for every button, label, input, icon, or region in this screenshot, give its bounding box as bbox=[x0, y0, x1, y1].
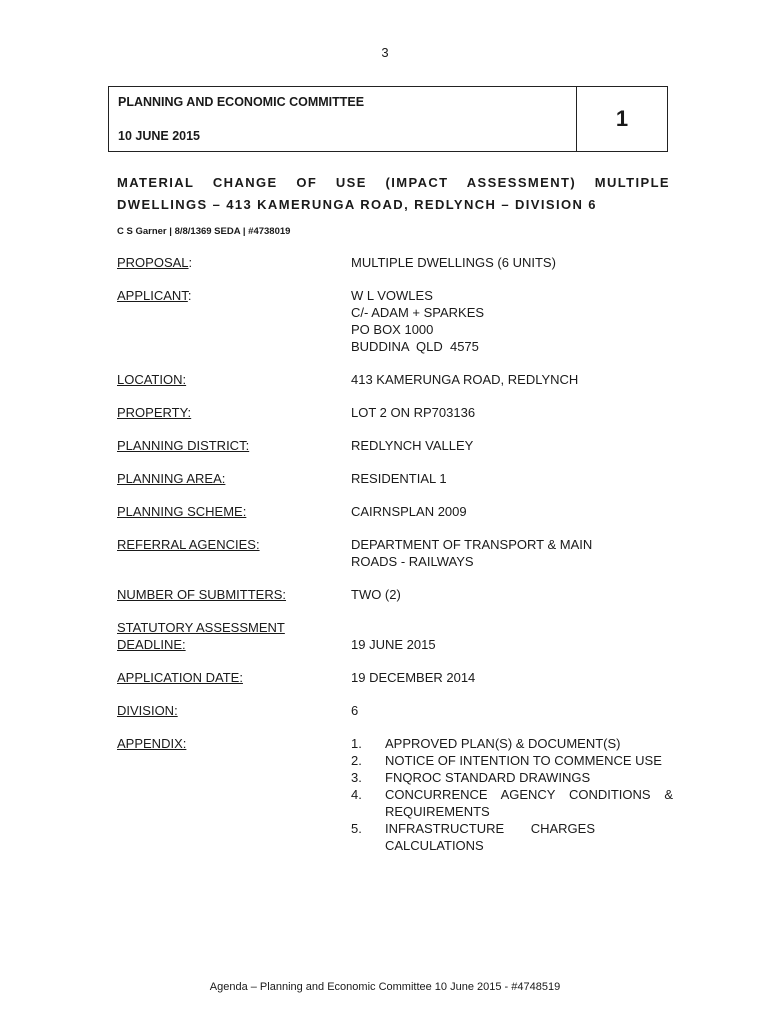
appendix-item: 1. APPROVED PLAN(S) & DOCUMENT(S) bbox=[351, 736, 621, 751]
detail-value: MULTIPLE DWELLINGS (6 UNITS) bbox=[351, 255, 556, 270]
detail-row-property bbox=[117, 404, 673, 421]
detail-label: NUMBER OF SUBMITTERS: bbox=[117, 587, 287, 602]
detail-row-planning-area bbox=[117, 470, 673, 487]
detail-row-planning-district bbox=[117, 437, 673, 454]
item-number: 1 bbox=[615, 106, 629, 131]
committee-name: PLANNING AND ECONOMIC COMMITTEE bbox=[118, 95, 365, 109]
detail-row-referral-agencies bbox=[117, 536, 673, 570]
detail-value: 6 bbox=[351, 703, 359, 718]
detail-row-appendix bbox=[117, 735, 673, 854]
detail-label: DIVISION: bbox=[117, 703, 178, 718]
detail-value: LOT 2 ON RP703136 bbox=[351, 405, 476, 420]
detail-value: TWO (2) bbox=[351, 587, 401, 602]
detail-value: W L VOWLES C/- ADAM + SPARKES PO BOX 1000 BUDDINA QLD 4575 bbox=[351, 288, 485, 354]
appendix-list bbox=[351, 735, 673, 854]
page-footer: Agenda – Planning and Economic Committee 10 June 2015 - #4748519 bbox=[209, 981, 561, 993]
detail-label: LOCATION: bbox=[117, 372, 187, 387]
detail-label: APPLICANT bbox=[117, 288, 188, 303]
committee-header-box bbox=[108, 86, 668, 152]
detail-value: CAIRNSPLAN 2009 bbox=[351, 504, 467, 519]
detail-label: APPLICATION DATE: bbox=[117, 670, 243, 685]
report-title: MATERIAL CHANGE OF USE (IMPACT ASSESSMENT) MULTIPLE DWELLINGS – 413 KAMERUNGA ROAD, REDLYNCH – DIVISION 6 bbox=[117, 175, 670, 212]
detail-row-location bbox=[117, 371, 673, 388]
detail-row-division bbox=[117, 702, 673, 719]
committee-info bbox=[109, 87, 577, 151]
details-table bbox=[117, 254, 673, 870]
detail-row-submitters bbox=[117, 586, 673, 603]
detail-row-proposal: PROPOSAL: MULTIPLE DWELLINGS (6 UNITS) bbox=[117, 254, 673, 271]
detail-value: 19 JUNE 2015 bbox=[351, 637, 436, 652]
appendix-item: 3. FNQROC STANDARD DRAWINGS bbox=[351, 770, 591, 785]
detail-row-applicant: APPLICANT: W L VOWLES C/- ADAM + SPARKES PO BOX 1000 BUDDINA QLD 4575 bbox=[117, 287, 673, 355]
detail-row-statutory-deadline bbox=[117, 619, 673, 653]
appendix-item: 2. NOTICE OF INTENTION TO COMMENCE USE bbox=[351, 753, 662, 768]
detail-label: PROPOSAL bbox=[117, 255, 189, 270]
detail-label: PLANNING DISTRICT: bbox=[117, 438, 250, 453]
detail-row-planning-scheme bbox=[117, 503, 673, 520]
appendix-item: 5. INFRASTRUCTURE CHARGES CALCULATIONS bbox=[351, 821, 595, 853]
detail-label: PLANNING AREA: bbox=[117, 471, 226, 486]
detail-label: REFERRAL AGENCIES: bbox=[117, 537, 260, 552]
appendix-item: 4. CONCURRENCE AGENCY CONDITIONS & REQUIREMENTS bbox=[351, 787, 673, 819]
detail-row-application-date bbox=[117, 669, 673, 686]
meeting-date: 10 JUNE 2015 bbox=[118, 129, 201, 143]
detail-label: PROPERTY: bbox=[117, 405, 192, 420]
detail-value: DEPARTMENT OF TRANSPORT & MAIN ROADS - RAILWAYS bbox=[351, 537, 593, 569]
detail-value: REDLYNCH VALLEY bbox=[351, 438, 474, 453]
detail-label: STATUTORY ASSESSMENT DEADLINE: bbox=[117, 620, 285, 652]
author-reference: C S Garner | 8/8/1369 SEDA | #4738019 bbox=[117, 226, 291, 237]
detail-label: APPENDIX: bbox=[117, 736, 187, 751]
appendix-list-wrapper bbox=[351, 735, 673, 854]
page-number: 3 bbox=[381, 45, 389, 60]
detail-value: 19 DECEMBER 2014 bbox=[351, 670, 476, 685]
detail-label: PLANNING SCHEME: bbox=[117, 504, 247, 519]
detail-value: RESIDENTIAL 1 bbox=[351, 471, 447, 486]
detail-value: 413 KAMERUNGA ROAD, REDLYNCH bbox=[351, 372, 579, 387]
